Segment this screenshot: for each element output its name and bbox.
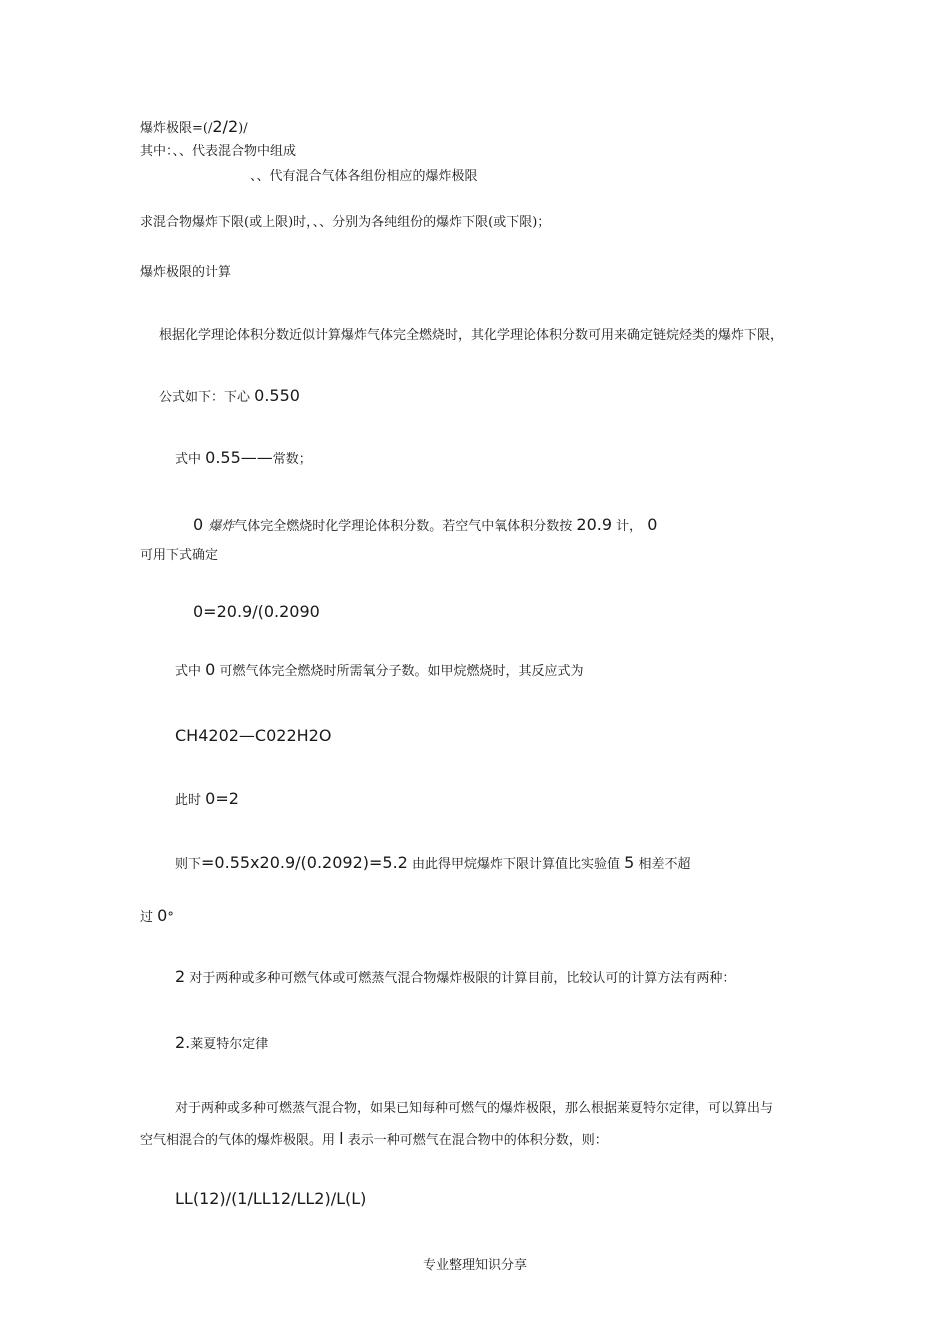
text-line-12: 式中 0 可燃气体完全燃烧时所需氧分子数。如甲烷燃烧时，其反应式为 <box>175 660 584 679</box>
text-line-16: 过 0° <box>140 906 174 925</box>
text-line-20: 空气相混合的气体的爆炸极限。用 l 表示一种可燃气在混合物中的体积分数，则： <box>140 1129 608 1148</box>
text-line-2: 其中：、、代表混合物中组成 <box>140 144 297 159</box>
text-line-15: 则下=0.55x20.9/(0.2092)=5.2 由此得甲烷爆炸下限计算值比实验值 5 相差不超 <box>175 853 691 872</box>
text-line-17: 2 对于两种或多种可燃气体或可燃蒸气混合物爆炸极限的计算目前，比较认可的计算方法有两种： <box>175 967 736 986</box>
text-line-6: 根据化学理论体积分数近似计算爆炸气体完全燃烧时，其化学理论体积分数可用来确定链烷烃类的爆炸下限， <box>159 328 784 343</box>
text-line-19: 对于两种或多种可燃蒸气混合物，如果已知每种可燃气的爆炸极限，那么根据莱夏特尔定律，可以算出与 <box>175 1101 774 1116</box>
section-heading: 爆炸极限的计算 <box>140 265 232 280</box>
text-line-9: 0 爆炸气体完全燃烧时化学理论体积分数。若空气中氧体积分数按 20.9 计， 0 <box>193 515 658 534</box>
formula-line-11: 0=20.9/(0.2090 <box>193 602 320 621</box>
reaction-equation: CH4202—C022H2O <box>175 726 332 745</box>
text-line-8: 式中 0.55——常数； <box>175 448 312 467</box>
text-line-3: 、、代有混合气体各组份相应的爆炸极限 <box>250 169 478 184</box>
formula-line-1: 爆炸极限=(/2/2)/ <box>140 117 248 136</box>
text-line-4: 求混合物爆炸下限(或上限)时，、、分别为各纯组份的爆炸下限(或下限)； <box>140 215 551 230</box>
formula-line-7: 公式如下：下心 0.550 <box>159 386 300 405</box>
formula-line-21: LL(12)/(1/LL12/LL2)/L(L) <box>175 1189 367 1208</box>
subsection-heading: 2.莱夏特尔定律 <box>175 1033 269 1052</box>
page-footer: 专业整理知识分享 <box>422 1258 527 1273</box>
text-line-14: 此时 0=2 <box>175 789 239 808</box>
text-line-10: 可用下式确定 <box>140 548 219 563</box>
